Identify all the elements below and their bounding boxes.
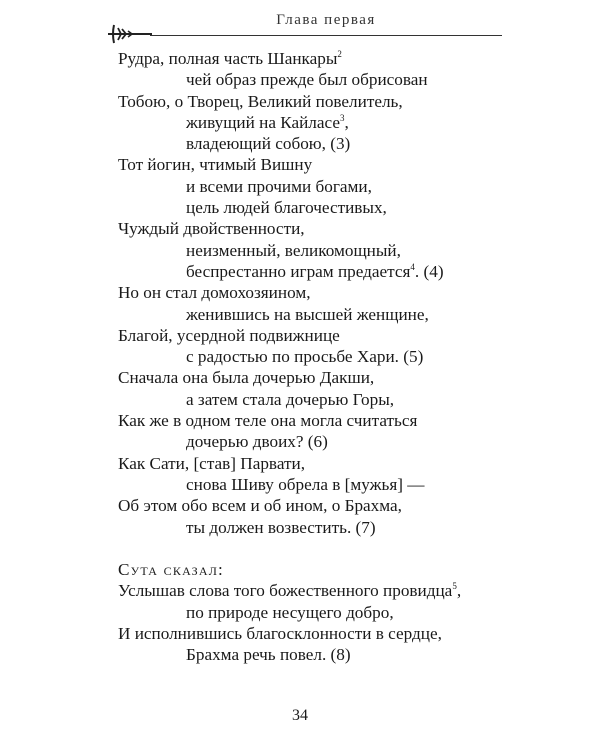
verse-line [0, 517, 600, 538]
verse-text-span: Сначала она была дочерью Дакши, [118, 368, 375, 388]
verse-text-span: Брахма речь повел. (8) [186, 645, 351, 665]
page-number: 34 [292, 707, 308, 724]
verse-text-span: Услышав слова того божественного провидца [118, 581, 453, 601]
verse-text-span: , [344, 112, 349, 132]
verse-text-span: беспрестанно играм предается [186, 261, 411, 281]
speaker-heading [0, 559, 600, 580]
verse-line [0, 453, 600, 474]
verse-line [0, 474, 600, 495]
verse-text-span: и всеми прочими богами, [186, 176, 372, 196]
verse-line [0, 197, 600, 218]
verse-line [0, 48, 600, 69]
verse-text-span: цель людей благочестивых, [186, 198, 387, 218]
verse-text-span: по природе несущего добро, [186, 602, 394, 622]
verse-text-span: Как Сати, [став] Парвати, [118, 453, 306, 473]
verse-text-span: . (4) [414, 261, 444, 281]
chapter-title: Глава первая [276, 12, 376, 28]
footnote-marker: 3 [339, 112, 345, 123]
verse-text-span: Сута сказал: [118, 560, 225, 580]
footnote-marker: 4 [410, 261, 415, 272]
verse-line [0, 495, 600, 516]
verse-text-span: Об этом обо всем и об ином, о Брахма, [118, 496, 402, 516]
verse-line [0, 154, 600, 175]
verse-line [0, 580, 600, 601]
verse-line [0, 644, 600, 665]
footnote-marker: 2 [337, 49, 342, 59]
verse-text-span: живущий на Кайласе [186, 112, 340, 132]
verse-line [0, 410, 600, 431]
verse-text-span: Тот йогин, чтимый Вишну [118, 155, 313, 175]
verse-line [0, 69, 600, 90]
verse-text-span: женившись на высшей женщине, [186, 304, 429, 324]
verse-text-span: Но он стал домохозяином, [118, 283, 311, 303]
verse-text-span: Как же в одном теле она могла считаться [118, 411, 418, 431]
verse-text-span: Благой, усердной подвижнице [118, 325, 340, 345]
verse-line [0, 240, 600, 261]
header-rule [150, 35, 502, 36]
page-header [0, 0, 600, 52]
verse-line [0, 176, 600, 197]
verse-text-span: чей образ прежде был обрисован [186, 70, 428, 90]
verse-line [0, 602, 600, 623]
verse-text-span: И исполнившись благосклонности в сердце, [118, 624, 442, 644]
verse-line [0, 282, 600, 303]
verse-text-span: Чуждый двойственности, [118, 219, 305, 239]
verse-line [0, 112, 600, 133]
verse-text-span: а затем стала дочерью Горы, [186, 389, 395, 409]
verse-line [0, 367, 600, 388]
verse-text-span: , [456, 581, 462, 601]
verse-line [0, 133, 600, 154]
verse-text-span: Тобою, о Творец, Великий повелитель, [118, 91, 403, 111]
verse-line [0, 623, 600, 644]
footnote-marker: 5 [452, 581, 457, 592]
verse-line [0, 218, 600, 239]
verse-line [0, 91, 600, 112]
trident-icon [108, 22, 152, 44]
verse-text [0, 48, 600, 666]
verse-line [0, 261, 600, 282]
stanza-gap [0, 538, 600, 559]
verse-text-span: снова Шиву обрела в [мужья] — [186, 474, 425, 494]
verse-text-span: Рудра, полная часть Шанкары [118, 49, 338, 68]
verse-text-span: ты должен возвестить. (7) [186, 517, 376, 537]
verse-line [0, 304, 600, 325]
verse-line [0, 325, 600, 346]
verse-text-span: с радостью по просьбе Хари. (5) [186, 347, 424, 367]
verse-line [0, 389, 600, 410]
verse-line [0, 346, 600, 367]
verse-text-span: владеющий собою, (3) [186, 134, 351, 154]
verse-text-span: неизменный, великомощный, [186, 240, 401, 260]
verse-line [0, 431, 600, 452]
verse-text-span: дочерью двоих? (6) [186, 432, 328, 452]
